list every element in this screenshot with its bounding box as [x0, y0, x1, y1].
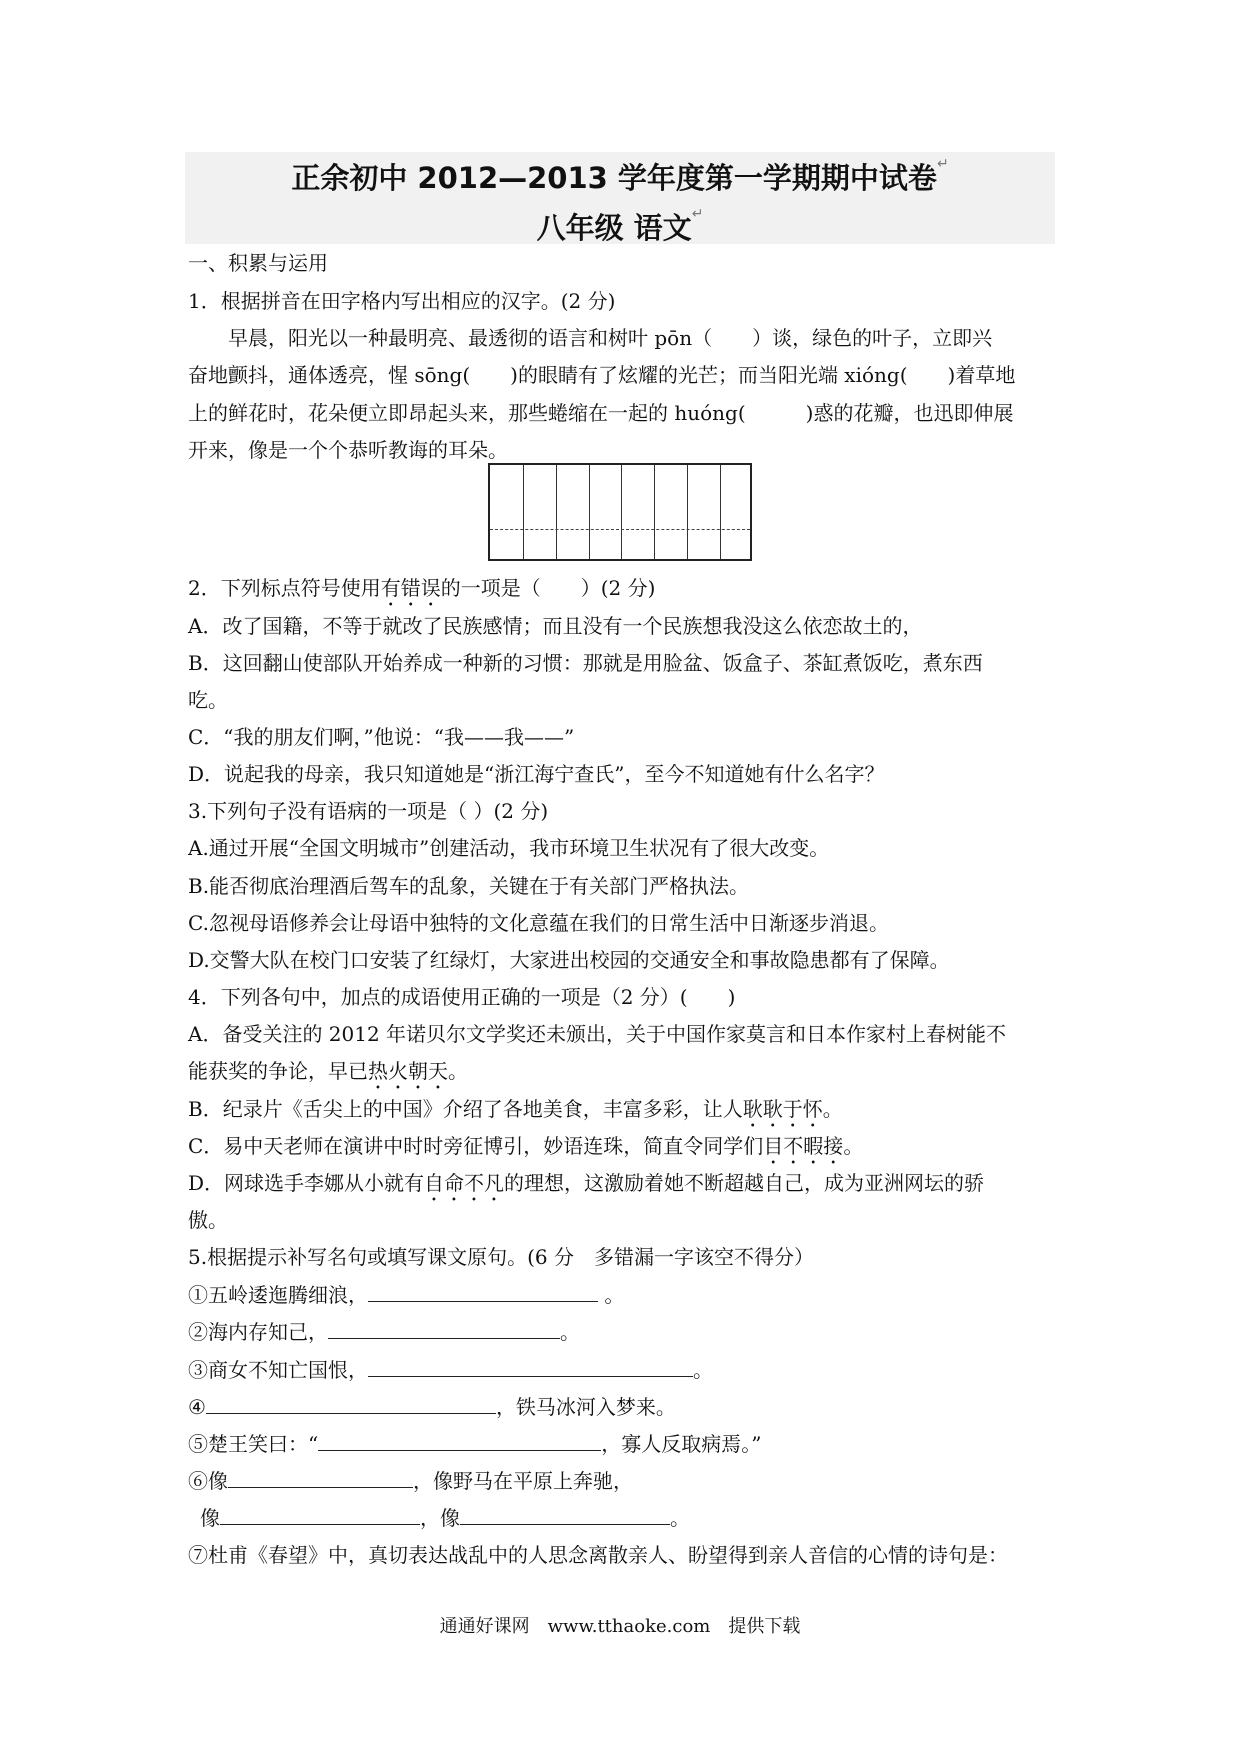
- q4-option-b: B．纪录片《舌尖上的中国》介绍了各地美食，丰富多彩，让人耿耿于怀。: [188, 1097, 843, 1121]
- q4-option-d: D．网球选手李娜从小就有自命不凡的理想，这激励着她不断超越自己，成为亚洲网坛的骄: [188, 1171, 985, 1195]
- q4-stem: 4．下列各句中，加点的成语使用正确的一项是（2 分）( ): [188, 985, 736, 1009]
- q5-item-4: ④ ，铁马冰河入梦来。: [188, 1395, 676, 1419]
- q3-stem: 3.下列句子没有语病的一项是（ ）(2 分): [188, 799, 549, 823]
- q1-passage-line: 开来，像是一个个恭听教诲的耳朵。: [188, 438, 508, 462]
- q3-option-d: D.交警大队在校门口安装了红绿灯，大家进出校园的交通安全和事故隐患都有了保障。: [188, 948, 950, 972]
- q3-option-c: C.忽视母语修养会让母语中独特的文化意蕴在我们的日常生活中日渐逐步消退。: [188, 911, 889, 935]
- footer-source: 通通好课网 www.tthaoke.com 提供下载: [439, 1616, 801, 1637]
- q1-passage-line: 上的鲜花时，花朵便立即昂起头来，那些蜷缩在一起的 huóng( )惑的花瓣，也迅即伸展: [188, 401, 1014, 425]
- q5-stem: 5.根据提示补写名句或填写课文原句。(6 分 多错漏一字该空不得分）: [188, 1245, 814, 1269]
- emphasis-text: 有错误: [380, 576, 441, 600]
- answer-blank[interactable]: [220, 1504, 420, 1525]
- answer-blank[interactable]: [460, 1504, 670, 1525]
- emphasis-text: 耿耿于怀: [742, 1097, 823, 1121]
- q1-passage-line: 早晨，阳光以一种最明亮、最透彻的语言和树叶 pōn（ ）谈，绿色的叶子，立即兴: [228, 326, 993, 350]
- q5-item-6-cont: 像 ，像 。: [200, 1506, 690, 1530]
- q5-item-7: ⑦杜甫《春望》中，真切表达战乱中的人思念离散亲人、盼望得到亲人音信的心情的诗句是：: [188, 1543, 1008, 1567]
- emphasis-text: 目不暇接: [763, 1134, 844, 1158]
- tianzige-grid[interactable]: [488, 463, 752, 561]
- q1-stem: 1．根据拼音在田字格内写出相应的汉字。(2 分): [188, 289, 616, 313]
- q2-option-b-cont: 吃。: [188, 688, 228, 712]
- q4-option-a: A．备受关注的 2012 年诺贝尔文学奖还未颁出，关于中国作家莫言和日本作家村上春树能不: [188, 1022, 1007, 1046]
- exam-title: 正余初中 2012—2013 学年度第一学期期中试卷↵: [291, 156, 949, 195]
- answer-blank[interactable]: [368, 1356, 693, 1377]
- return-mark-icon: ↵: [936, 156, 949, 172]
- q2-option-a: A．改了国籍，不等于就改了民族感情；而且没有一个民族想我没这么依恋故土的，: [188, 614, 923, 638]
- emphasis-text: 热火朝天: [368, 1059, 448, 1083]
- q4-option-c: C．易中天老师在演讲中时时旁征博引，妙语连珠，简直令同学们目不暇接。: [188, 1134, 864, 1158]
- q5-item-6: ⑥像 ，像野马在平原上奔驰，: [188, 1469, 633, 1493]
- answer-blank[interactable]: [368, 1281, 598, 1302]
- answer-blank[interactable]: [228, 1467, 413, 1488]
- exam-subtitle: 八年级 语文↵: [536, 206, 704, 245]
- q3-option-b: B.能否彻底治理酒后驾车的乱象，关键在于有关部门严格执法。: [188, 874, 750, 898]
- section-heading: 一、积累与运用: [188, 251, 328, 275]
- return-mark-icon: ↵: [691, 206, 704, 222]
- q2-stem: 2．下列标点符号使用有错误的一项是（ ）(2 分): [188, 576, 656, 600]
- q5-item-3: ③商女不知亡国恨， 。: [188, 1358, 713, 1382]
- q1-passage-line: 奋地颤抖，通体透亮，惺 sōng( )的眼睛有了炫耀的光芒；而当阳光端 xiόng( )着草地: [188, 363, 1016, 387]
- q5-item-5: ⑤楚王笑曰：“ ，寡人反取病焉。”: [188, 1432, 762, 1456]
- q2-option-c: C．“我的朋友们啊，”他说：“我——我——”: [188, 725, 575, 749]
- answer-blank[interactable]: [328, 1318, 560, 1339]
- q3-option-a: A.通过开展“全国文明城市”创建活动，我市环境卫生状况有了很大改变。: [188, 836, 830, 860]
- q2-option-b: B．这回翻山使部队开始养成一种新的习惯：那就是用脸盆、饭盒子、茶缸煮饭吃，煮东西: [188, 651, 983, 675]
- q4-option-a-cont: 能获奖的争论，早已热火朝天。: [188, 1059, 468, 1083]
- answer-blank[interactable]: [206, 1393, 496, 1414]
- q5-item-1: ①五岭逶迤腾细浪， 。: [188, 1283, 625, 1307]
- answer-blank[interactable]: [318, 1430, 601, 1451]
- emphasis-text: 自命不凡: [424, 1171, 505, 1195]
- q4-option-d-cont: 傲。: [188, 1208, 228, 1232]
- q5-item-2: ②海内存知己， 。: [188, 1320, 580, 1344]
- q2-option-d: D．说起我的母亲，我只知道她是“浙江海宁查氏”，至今不知道她有什么名字？: [188, 762, 885, 786]
